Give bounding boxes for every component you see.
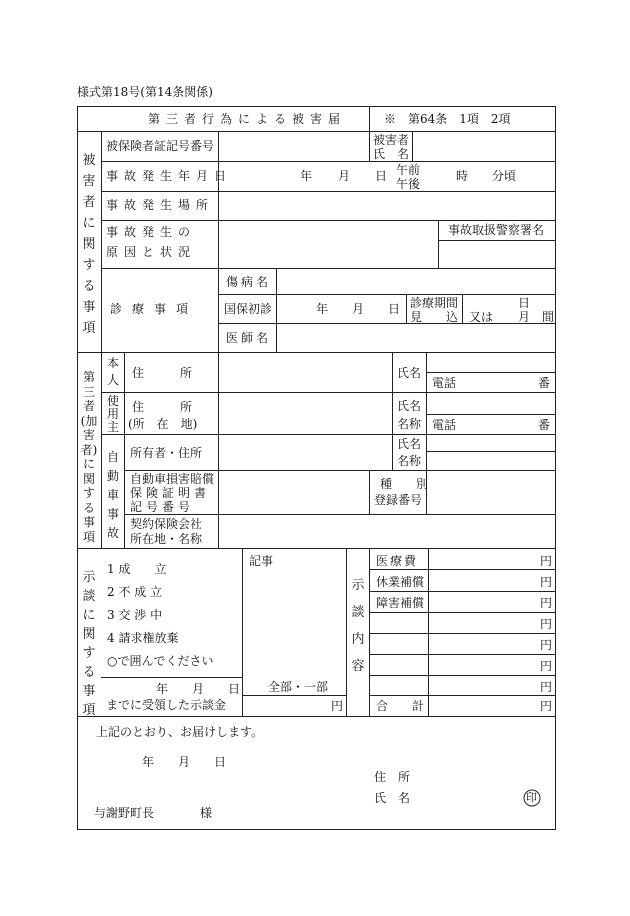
option-not-established: 2 不 成 立 [107,585,163,599]
note-label: 記事 [249,554,274,568]
applicant-address-label: 住 所 [374,770,411,784]
yen-row-2: 円 [540,575,553,589]
registration-label: 登録番号 [374,493,423,507]
owner-address-label: 所有者・住所 [130,446,203,460]
insurance-label-1: 自動車損害賠償 [130,472,215,486]
victim-name-label-2: 氏 名 [373,147,410,161]
months-label: 月 間 [518,310,555,324]
employer-name-label-1: 氏名 [397,399,422,413]
disease-label: 傷病名 [226,275,272,289]
pm-label: 午後 [396,177,421,191]
submit-date: 年 月 日 [142,755,227,769]
cause-label-2: 原因と状況 [106,245,197,259]
date-day: 日 [375,169,388,183]
settlement-section-label: 示談に関する事項 [82,570,96,718]
seal-mark: 印 [526,791,537,804]
days-label: 日 [518,296,531,310]
contract-insurer-label-1: 契約保険会社 [130,517,203,531]
option-instruction: ○で囲んでください [107,654,214,668]
accident-place-label: 事故発生場所 [106,198,215,212]
yen-row-7: 円 [540,680,553,694]
treatment-label: 診療事項 [110,302,199,316]
applicant-name-label: 氏 名 [374,791,411,805]
or-label: 又は [469,310,494,324]
self-name-label: 氏名 [397,366,422,380]
statement: 上記のとおり、お届けします。 [96,725,264,739]
doctor-label: 医師名 [226,331,272,345]
first-visit-year: 年 [316,302,329,316]
leave-label: 休業補償 [376,575,425,589]
addressee-honorific: 様 [200,806,213,820]
victim-name-label-1: 被害者 [373,133,410,147]
insurance-label-2: 保険証明書 [130,486,211,500]
yen-row-1: 円 [540,554,553,568]
period-label-1: 診療期間 [410,296,459,310]
employer-phone-ban: 番 [538,418,551,432]
date-year: 年 [300,169,313,183]
first-visit-month: 月 [352,302,365,316]
third-party-section-label: 第三者(加害者)に関する事項 [80,370,98,544]
kind-label: 種 別 [380,477,429,491]
yen-row-3: 円 [540,596,553,610]
received-date: 年 月 日 [156,682,241,696]
form-number: 様式第18号(第14条関係) [77,85,213,99]
employer-phone-label: 電話 [432,418,457,432]
disability-label: 障害補償 [376,596,425,610]
employer-label: 使用主 [106,394,119,434]
addressee: 与謝野町長 [94,806,155,820]
medical-label: 医療費 [376,554,419,568]
article-reference: ※ 第64条 1項 2項 [384,112,511,126]
yen-row-4: 円 [540,617,553,631]
self-label: 本人 [106,356,119,387]
period-label-2: 見 込 [410,310,459,324]
received-yen: 円 [331,699,344,713]
yen-row-5: 円 [540,638,553,652]
yen-total: 円 [540,699,553,713]
self-address-label: 住 所 [132,366,193,380]
police-label: 事故取扱警察署名 [448,223,545,237]
all-part-label: 全部・一部 [268,680,329,694]
cause-label-1: 事故発生の [106,225,197,239]
minute-label: 分頃 [492,169,517,183]
total-label: 合 計 [376,699,425,713]
self-phone-label: 電話 [432,376,457,390]
accident-date-label: 事故発生年月日 [106,169,233,183]
owner-name-label-2: 名称 [397,454,422,468]
option-established: 1 成 立 [107,562,167,576]
form-title: 第三者行為による被害届 [148,112,347,126]
self-phone-ban: 番 [538,376,551,390]
vehicle-accident-label: 自動車事故 [106,450,119,540]
date-month: 月 [338,169,351,183]
employer-name-label-2: 名称 [397,417,422,431]
option-negotiating: 3 交 渉 中 [107,608,163,622]
owner-name-label-1: 氏名 [397,437,422,451]
option-waiver: 4 請求権放棄 [107,631,179,645]
received-label: までに受領した示談金 [106,698,227,712]
am-label: 午前 [396,163,421,177]
settlement-content-label: 示談内容 [351,578,365,674]
employer-address-label-2: (所 在 地) [128,417,198,431]
contract-insurer-label-2: 所在地・名称 [130,532,203,546]
first-visit-day: 日 [388,302,401,316]
first-visit-label: 国保初診 [224,302,273,316]
yen-row-6: 円 [540,659,553,673]
employer-address-label-1: 住 所 [132,400,193,414]
insurance-label-3: 記号番号 [130,500,195,514]
insured-number-label: 被保険者証記号番号 [106,139,215,153]
hour-label: 時 [456,169,469,183]
victim-section-label: 被害者に関する事項 [82,153,96,336]
